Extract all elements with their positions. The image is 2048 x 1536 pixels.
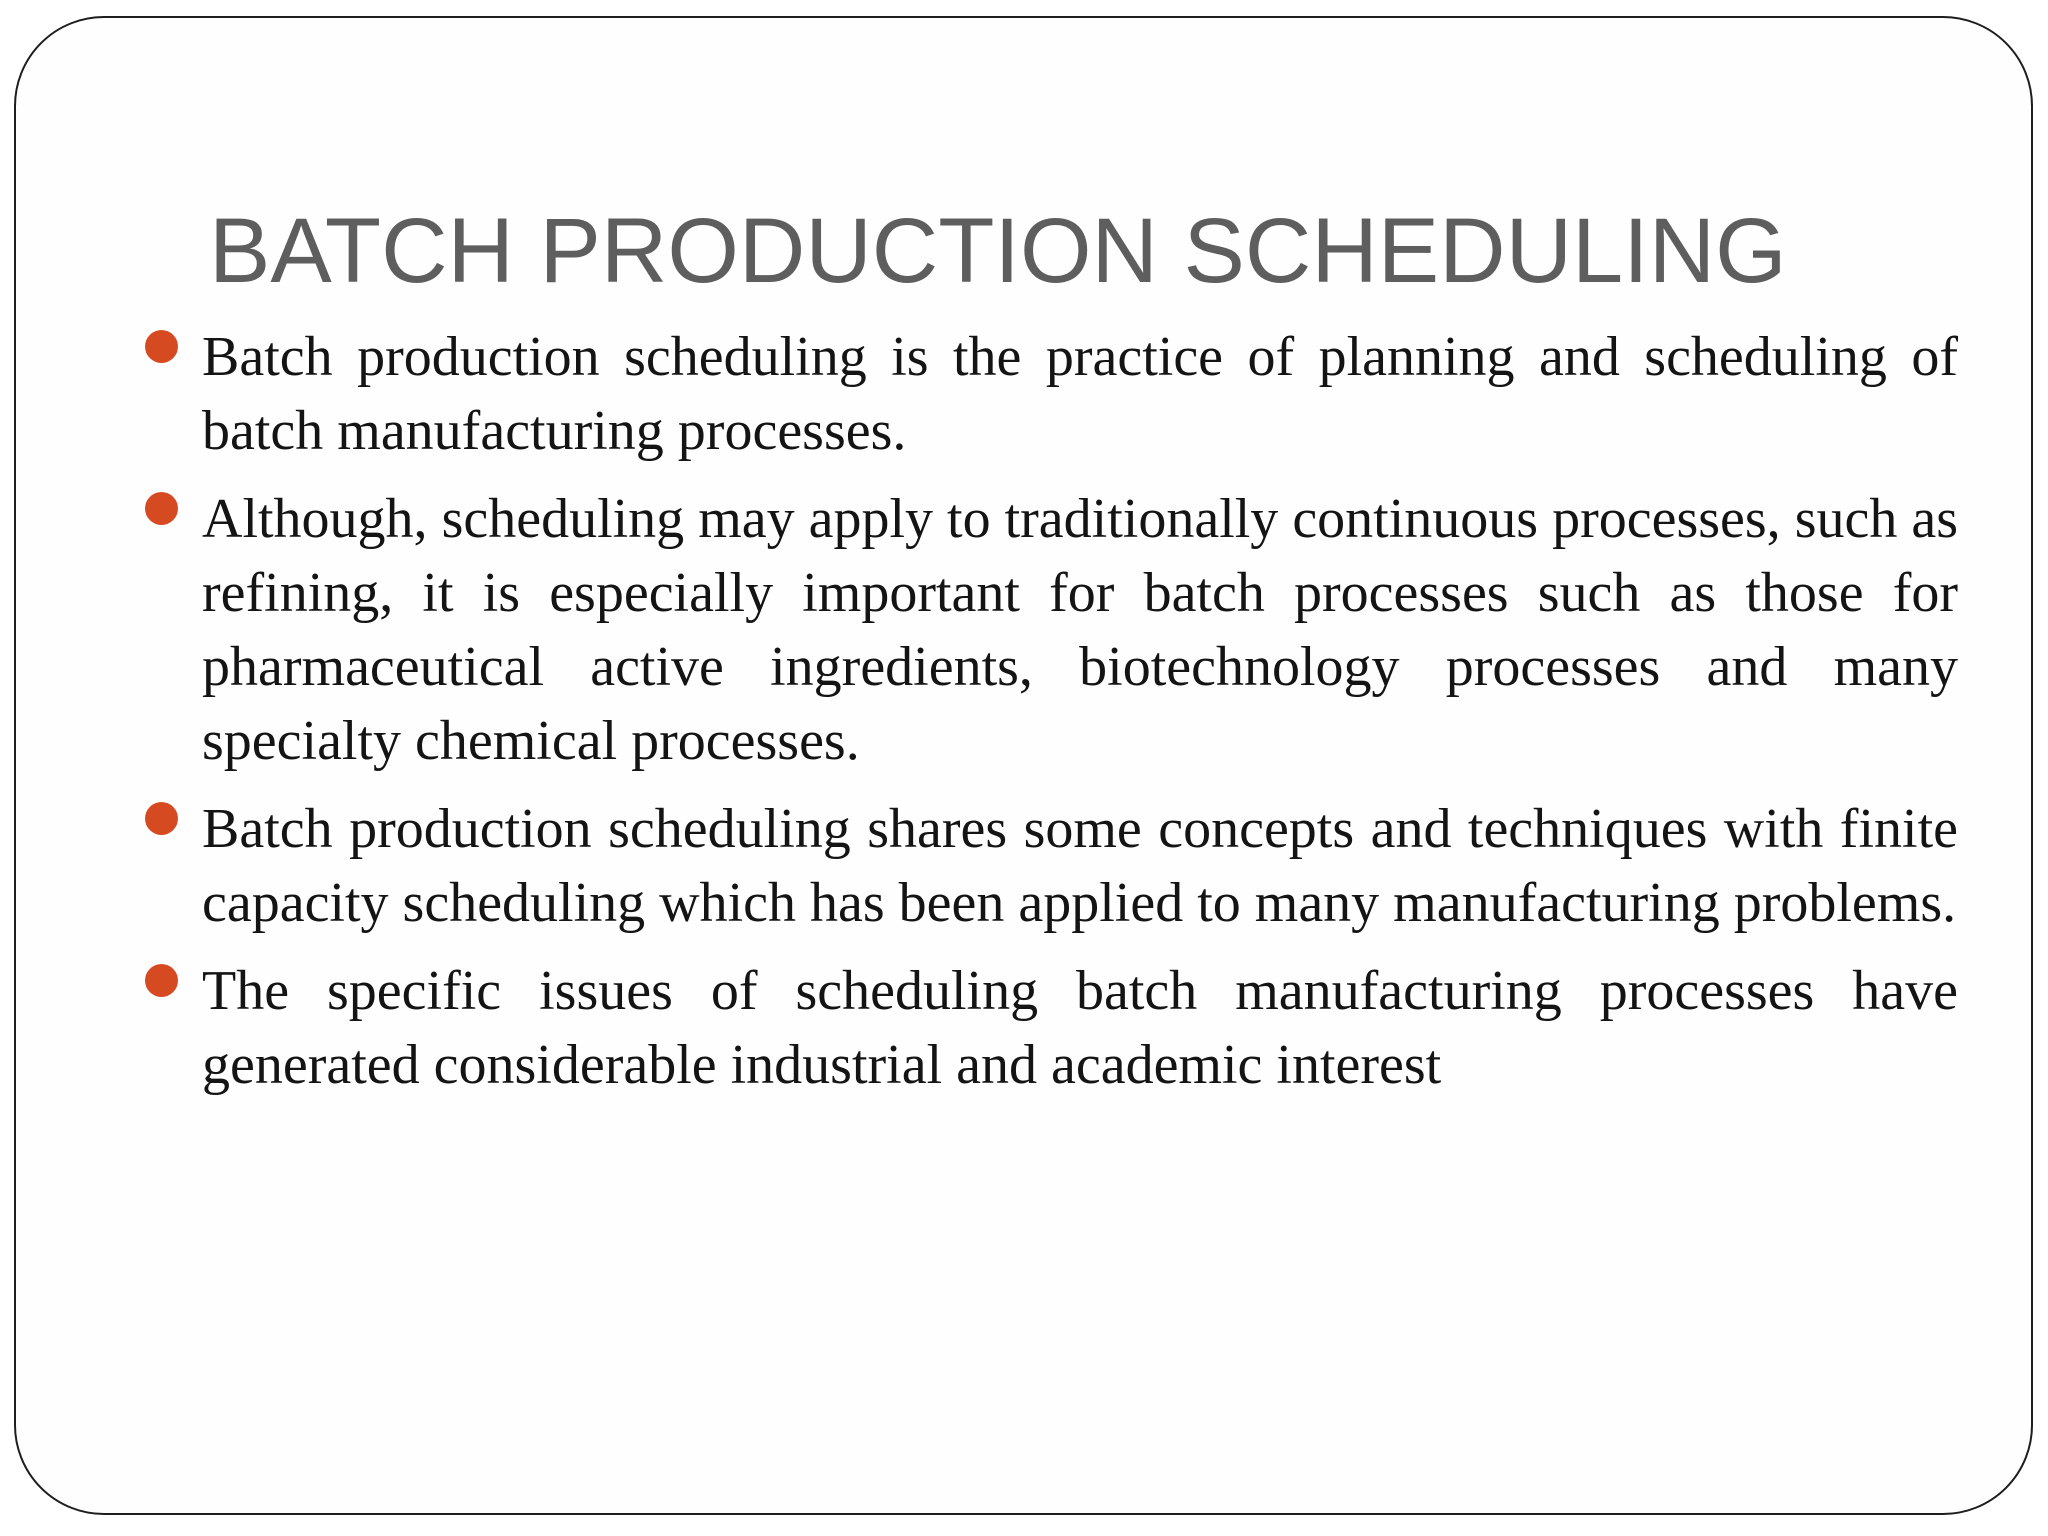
bullet-item (202, 792, 1958, 940)
bullet-list (202, 320, 1958, 1116)
bullet-text: Although, scheduling may apply to traditionally continuous processes, such as refining, it is especially important for batch processes such as those for pharmaceutical active ingredients, biotechnology processes and many specialty chemical processes. (202, 488, 1958, 772)
bullet-item (202, 320, 1958, 468)
bullet-text: Batch production scheduling shares some concepts and techniques with finite capacity scheduling which has been applied to many manufacturing problems. (202, 798, 1958, 934)
bullet-dot-icon (145, 802, 178, 835)
bullet-dot-icon (145, 964, 178, 997)
bullet-dot-icon (145, 330, 178, 363)
bullet-text: Batch production scheduling is the practice of planning and scheduling of batch manufacturing processes. (202, 326, 1958, 462)
bullet-dot-icon (145, 492, 178, 525)
bullet-item (202, 954, 1958, 1102)
bullet-text: The specific issues of scheduling batch manufacturing processes have generated considerable industrial and academic interest (202, 960, 1958, 1096)
slide-title: BATCH PRODUCTION SCHEDULING (209, 200, 1787, 302)
bullet-item (202, 482, 1958, 778)
